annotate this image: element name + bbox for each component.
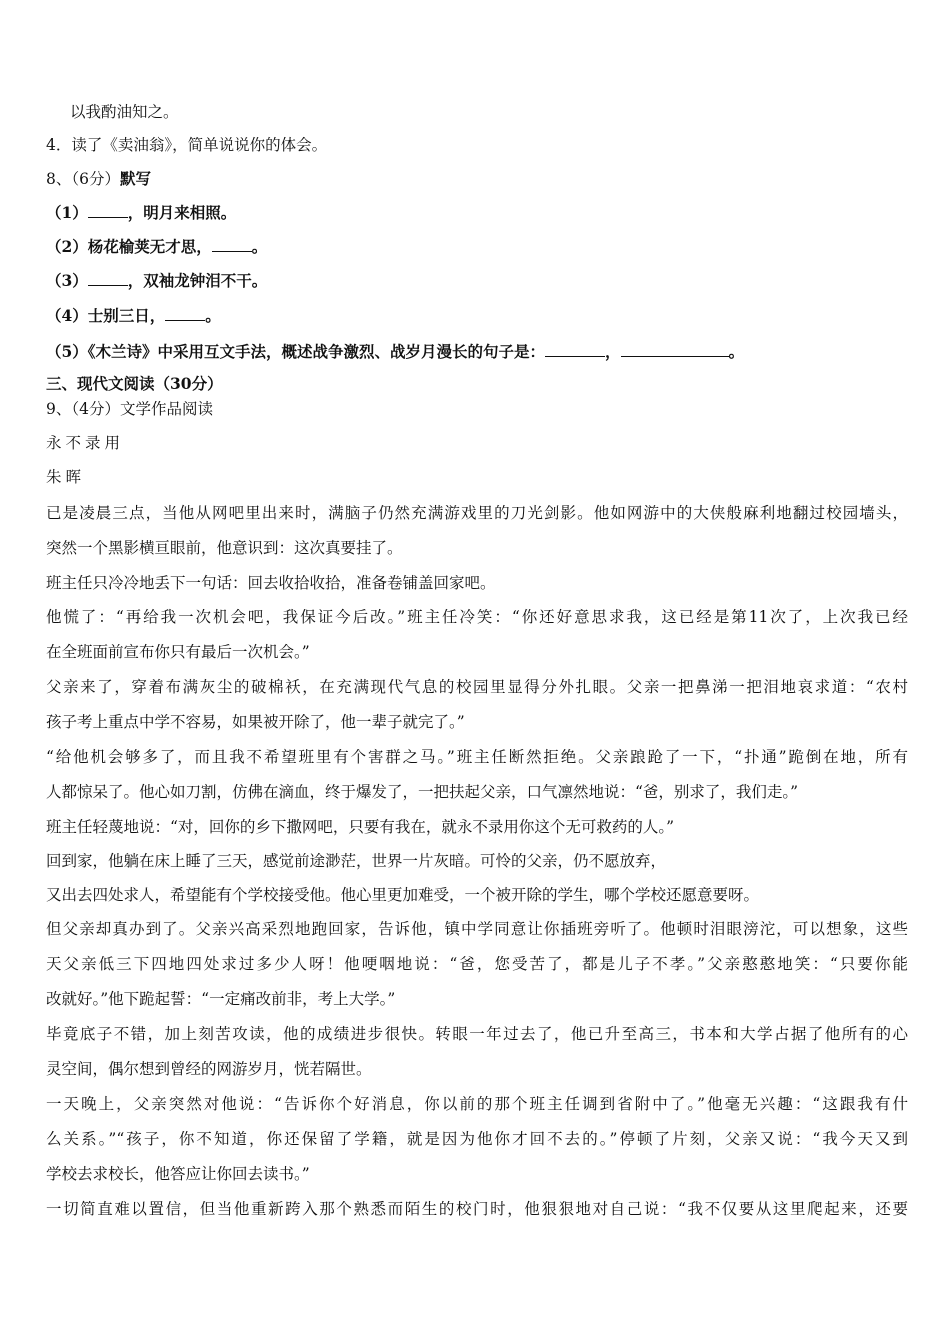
answer-blank[interactable] (88, 271, 128, 286)
article-line: 他慌了：“再给我一次机会吧，我保证今后改。”班主任冷笑：“你还好意思求我，这已经是第11次了，上次我已经 (46, 608, 908, 626)
article-line: 回到家，他躺在床上睡了三天，感觉前途渺茫，世界一片灰暗。可怜的父亲，仍不愿放弃， (46, 852, 667, 870)
question-8-score: 8、（6分） (46, 170, 120, 188)
dictation-item-4 (46, 305, 908, 327)
item-text: （1） (46, 203, 88, 222)
answer-blank[interactable] (545, 342, 605, 357)
section-3-heading: 三、现代文阅读（30分） (46, 374, 223, 393)
item-text: （4）士别三日， (46, 306, 166, 325)
dictation-item-5 (46, 341, 908, 363)
item-text: （3） (46, 271, 88, 290)
article-line: 班主任轻蔑地说：“对，回你的乡下撒网吧，只要有我在，就永不录用你这个无可救药的人。” (46, 818, 675, 836)
article-line: 毕竟底子不错，加上刻苦攻读，他的成绩进步很快。转眼一年过去了，他已升至高三，书本和大学占据了他所有的心 (46, 1025, 908, 1043)
item-text: 。 (728, 342, 745, 361)
item-text: 。 (205, 306, 221, 325)
article-author: 朱晖 (46, 468, 86, 486)
article-line: 孩子考上重点中学不容易，如果被开除了，他一辈子就完了。” (46, 713, 465, 731)
text-line: 以我酌油知之。 (70, 103, 179, 121)
article-line: 父亲来了，穿着布满灰尘的破棉袄，在充满现代气息的校园里显得分外扎眼。父亲一把鼻涕一把泪地哀求道：“农村 (46, 678, 908, 696)
dictation-item-2 (46, 236, 908, 258)
article-line: “给他机会够多了，而且我不希望班里有个害群之马。”班主任断然拒绝。父亲踉跄了一下，“扑通”跪倒在地，所有 (46, 748, 908, 766)
item-text: （5）《木兰诗》中采用互文手法，概述战争激烈、战岁月漫长的句子是： (46, 342, 546, 361)
item-text: ， (605, 342, 621, 361)
article-line: 突然一个黑影横亘眼前，他意识到：这次真要挂了。 (46, 539, 403, 557)
dictation-item-3 (46, 270, 908, 292)
item-text: 。 (251, 237, 268, 256)
article-line: 灵空间，偶尔想到曾经的网游岁月，恍若隔世。 (46, 1060, 372, 1078)
article-title: 永不录用 (46, 434, 125, 452)
article-line: 但父亲却真办到了。父亲兴高采烈地跑回家，告诉他，镇中学同意让你插班旁听了。他顿时泪眼滂沱，可以想象，这些 (46, 920, 908, 938)
dictation-item-1 (46, 202, 908, 224)
answer-blank[interactable] (212, 237, 252, 252)
item-text: ，双袖龙钟泪不干。 (127, 271, 268, 290)
article-line: 改就好。”他下跪起誓：“一定痛改前非，考上大学。” (46, 990, 396, 1008)
article-line: 一天晚上，父亲突然对他说：“告诉你个好消息，你以前的那个班主任调到省附中了。”他毫无兴趣：“这跟我有什 (46, 1095, 908, 1113)
question-9-heading: 9、（4分）文学作品阅读 (46, 400, 213, 418)
answer-blank[interactable] (165, 306, 205, 321)
question-8-heading (46, 168, 908, 190)
article-line: 天父亲低三下四地四处求过多少人呀！他哽咽地说：“爸，您受苦了，都是儿子不孝。”父亲憨憨地笑：“只要你能 (46, 955, 908, 973)
article-line: 学校去求校长，他答应让你回去读书。” (46, 1165, 310, 1183)
article-line: 又出去四处求人，希望能有个学校接受他。他心里更加难受，一个被开除的学生，哪个学校还愿意要呀。 (46, 886, 760, 904)
article-line: 班主任只冷冷地丢下一句话：回去收拾收拾，准备卷铺盖回家吧。 (46, 574, 496, 592)
question-8-title: 默写 (119, 169, 151, 188)
article-line: 已是凌晨三点，当他从网吧里出来时，满脑子仍然充满游戏里的刀光剑影。他如网游中的大侠般麻利地翻过校园墙头， (46, 504, 908, 522)
item-text: （2）杨花榆荚无才思， (46, 237, 212, 256)
article-line: 人都惊呆了。他心如刀割，仿佛在滴血，终于爆发了，一把扶起父亲，口气凛然地说：“爸，别求了，我们走。” (46, 783, 799, 801)
answer-blank[interactable] (88, 203, 128, 218)
article-line: 么关系。”“孩子，你不知道，你还保留了学籍，就是因为他你才回不去的。”停顿了片刻，父亲又说：“我今天又到 (46, 1130, 908, 1148)
answer-blank[interactable] (621, 342, 729, 357)
item-text: ，明月来相照。 (127, 203, 237, 222)
article-line: 在全班面前宣布你只有最后一次机会。” (46, 643, 310, 661)
article-line: 一切简直难以置信，但当他重新跨入那个熟悉而陌生的校门时，他狠狠地对自己说：“我不仅要从这里爬起来，还要 (46, 1200, 908, 1218)
question-4: 4．读了《卖油翁》，简单说说你的体会。 (46, 136, 328, 154)
